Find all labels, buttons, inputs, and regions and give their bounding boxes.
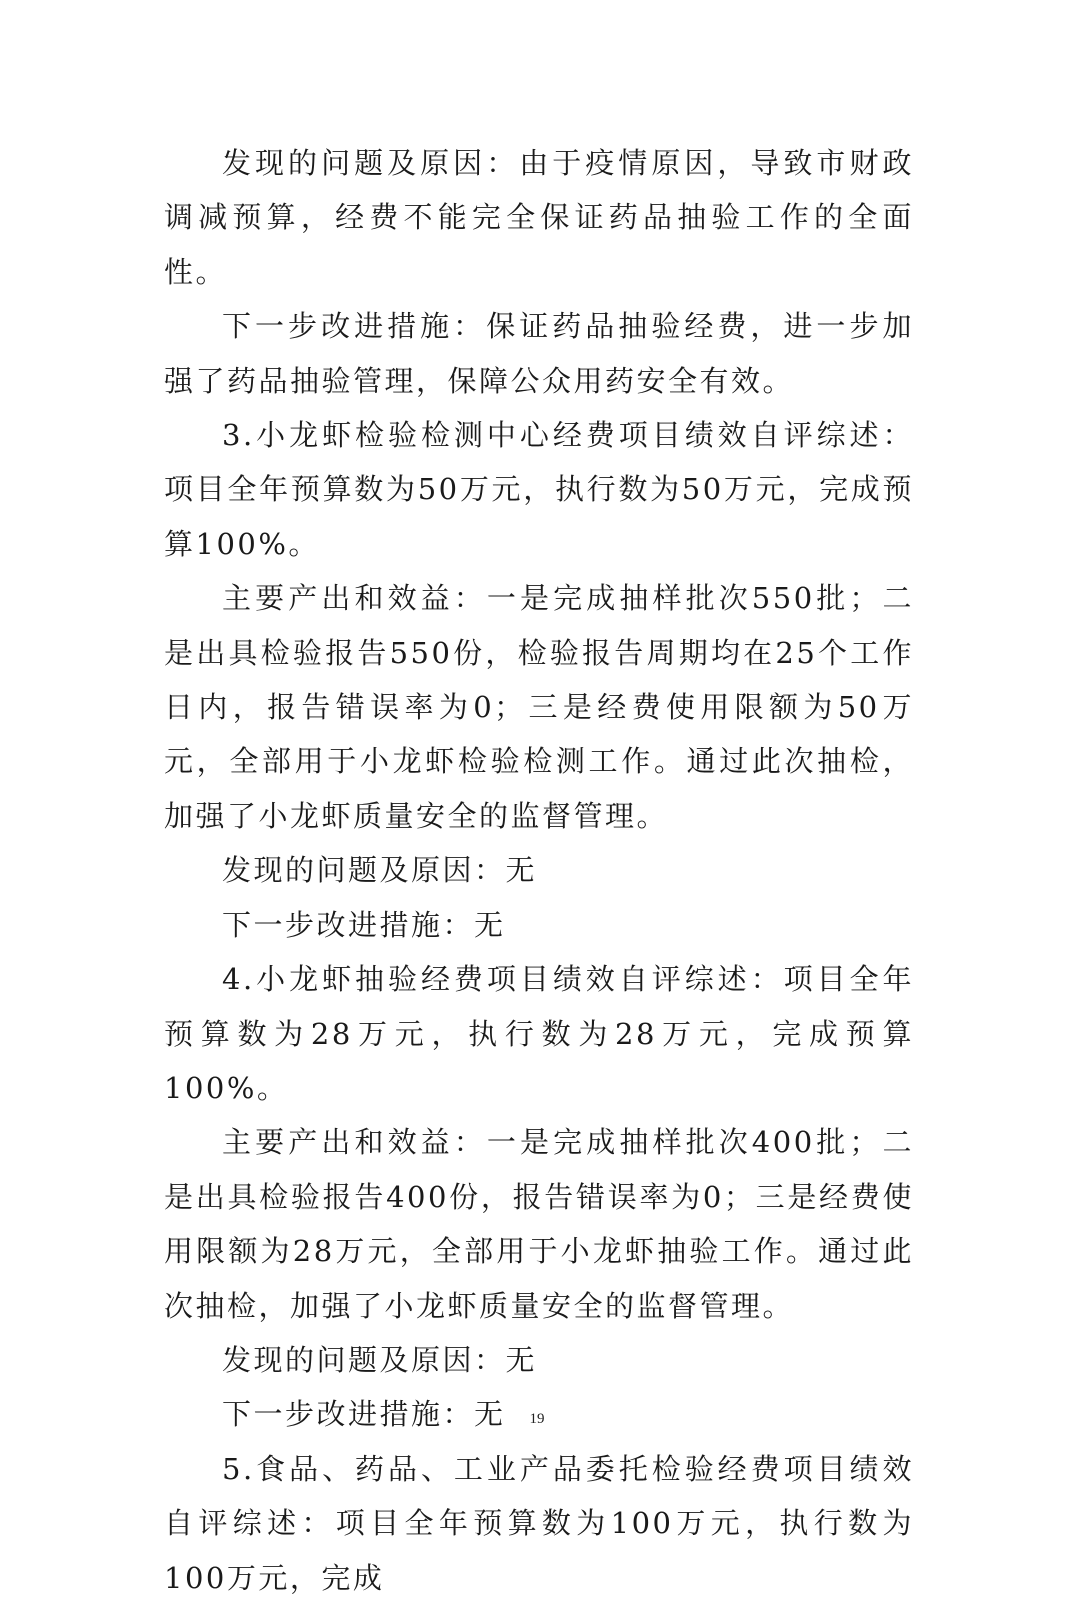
paragraph-item-4-summary: 4.小龙虾抽验经费项目绩效自评综述：项目全年预算数为28万元，执行数为28万元，完成预算100%。 bbox=[164, 962, 914, 1105]
paragraph-problems-1: 发现的问题及原因：由于疫情原因，导致市财政调减预算，经费不能完全保证药品抽验工作的全面性。 bbox=[164, 146, 914, 289]
paragraph-item-5-summary: 5.食品、药品、工业产品委托检验经费项目绩效自评综述：项目全年预算数为100万元，执行数为100万元，完成 bbox=[164, 1451, 914, 1595]
body-text bbox=[164, 136, 914, 1605]
paragraph-next-steps-4: 下一步改进措施：无 bbox=[222, 1397, 506, 1432]
paragraph-problems-3: 发现的问题及原因：无 bbox=[222, 853, 538, 888]
paragraph-item-4-outputs: 主要产出和效益：一是完成抽样批次400批；二是出具检验报告400份，报告错误率为0；三是经费使用限额为28万元，全部用于小龙虾抽验工作。通过此次抽检，加强了小龙虾质量安全的监督管理。 bbox=[164, 1125, 914, 1323]
paragraph-problems-4: 发现的问题及原因：无 bbox=[222, 1342, 538, 1377]
paragraph-item-3-outputs: 主要产出和效益：一是完成抽样批次550批；二是出具检验报告550份，检验报告周期均在25个工作日内，报告错误率为0；三是经费使用限额为50万元，全部用于小龙虾检验检测工作。通过此次抽检，加强了小龙虾质量安全的监督管理。 bbox=[164, 581, 914, 833]
paragraph-next-steps-3: 下一步改进措施：无 bbox=[222, 907, 506, 942]
page-number: 19 bbox=[529, 1411, 545, 1427]
paragraph-next-steps-1: 下一步改进措施：保证药品抽验经费，进一步加强了药品抽验管理，保障公众用药安全有效。 bbox=[164, 309, 914, 398]
paragraph-item-3-summary: 3.小龙虾检验检测中心经费项目绩效自评综述：项目全年预算数为50万元，执行数为50万元，完成预算100%。 bbox=[164, 418, 914, 561]
